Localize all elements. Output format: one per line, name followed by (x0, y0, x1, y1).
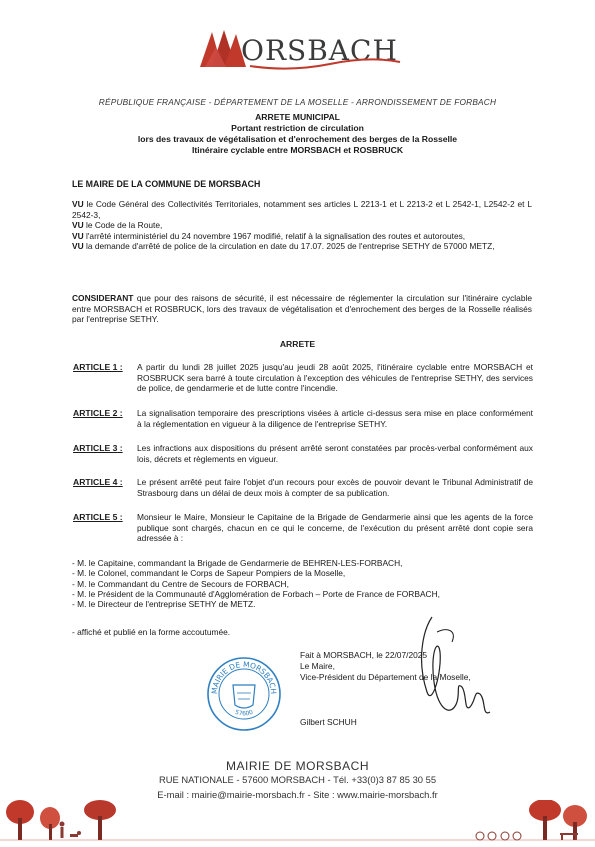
article-5-text: Monsieur le Maire, Monsieur le Capitaine de la Brigade de Gendarmerie ainsi que les agents de la force publique sont chargés, chacun en ce qui le concerne, de l'exécution du présent arrêté dont copie sera adressée à : (137, 512, 533, 543)
list-item: - M. le Président de la Communauté d'Agglomération de Forbach – Porte de France de FORBACH, (72, 588, 440, 599)
recipient-list (72, 558, 440, 609)
cyclist-icon (476, 832, 521, 840)
signature-place-date: Fait à MORSBACH, le 22/07/2025 (300, 650, 428, 660)
list-item: - M. le Colonel, commandant le Corps de Sapeur Pompiers de la Moselle, (72, 568, 346, 579)
dog-icon (70, 831, 81, 837)
list-item: - M. le Directeur de l'entreprise SETHY de METZ. (72, 599, 256, 610)
considerant-paragraph: CONSIDERANT que pour des raisons de sécurité, il est nécessaire de réglementer la circulation sur l'itinéraire cyclable entre MORSBACH et ROSBRUCK, lors des travaux de végétalisation et d'enrochement des berges de la Rosselle réalisés par l'entreprise SETHY. (72, 293, 532, 324)
municipal-logo (0, 22, 595, 72)
signatory-name: Gilbert SCHUH (300, 717, 357, 727)
article-3-text: Les infractions aux dispositions du présent arrêté seront constatées par procès-verbal conformément aux lois, décrets et règlements en vigueur. (137, 443, 533, 464)
coat-of-arms-icon (233, 685, 255, 708)
affiche-note: - affiché et publié en la forme accoutumée. (72, 627, 231, 637)
footer-illustration (0, 800, 595, 842)
article-3-label: ARTICLE 3 : (73, 443, 123, 453)
tree-icon (6, 800, 34, 840)
tree-icon (40, 807, 60, 840)
logo-wave-icon (0, 22, 595, 72)
tree-icon (84, 800, 116, 840)
tree-icon (529, 800, 561, 840)
vu-item: VU l'arrêté interministériel du 24 novembre 1967 modifié, relatif à la signalisation des routes et autoroutes, (72, 230, 466, 241)
svg-text:57600 (234, 709, 254, 718)
document-subtitle-3: Itinéraire cyclable entre MORSBACH et ROSBRUCK (191, 145, 404, 155)
vu-item: VU le Code Général des Collectivités Territoriales, notamment ses articles L 2213-1 et L 2213-2 et L 2542-1, L2542-2 et L 2542-3, (72, 199, 532, 220)
vu-block (72, 199, 532, 252)
signature-role: Le Maire, (300, 661, 335, 671)
footer-contact: E-mail : mairie@mairie-morsbach.fr - Site : www.mairie-morsbach.fr (157, 789, 438, 800)
article-4-text: Le présent arrêté peut faire l'objet d'un recours pour excès de pouvoir devant le Tribunal Administratif de Strasbourg dans un délai de deux mois à compter de sa publication. (137, 477, 533, 498)
list-item: - M. le Commandant du Centre de Secours de FORBACH, (72, 578, 289, 589)
article-4-label: ARTICLE 4 : (73, 477, 123, 487)
official-stamp (205, 655, 283, 733)
article-5-label: ARTICLE 5 : (73, 512, 123, 522)
vu-item: VU le Code de la Route, (72, 220, 163, 230)
article-2-label: ARTICLE 2 : (73, 408, 123, 418)
article-1-label: ARTICLE 1 : (73, 362, 123, 372)
signature-role-2: Vice-Président du Département de la Moselle, (300, 672, 471, 682)
stamp-bottom-text: 57600 (233, 708, 255, 718)
article-2-text: La signalisation temporaire des prescriptions visées à article ci-dessus sera mise en place conformément à la réglementation en vigueur à la diligence de l'entreprise SETHY. (137, 408, 533, 429)
bench-icon (560, 833, 578, 840)
footer-title: MAIRIE DE MORSBACH (225, 759, 369, 773)
handwritten-signature (412, 612, 502, 732)
stamp-top-text: MAIRIE DE MORSBACH (209, 659, 279, 695)
vu-item: VU la demande d'arrêté de police de la circulation en date du 17.07. 2025 de l'entreprise SETHY de 57000 METZ, (72, 241, 495, 251)
footer-address: RUE NATIONALE - 57600 MORSBACH - Tél. +33(0)3 87 85 30 55 (158, 774, 437, 785)
header-subline: RÉPUBLIQUE FRANÇAISE - DÉPARTEMENT DE LA MOSELLE - ARRONDISSEMENT DE FORBACH (98, 97, 497, 107)
maire-heading: LE MAIRE DE LA COMMUNE DE MORSBACH (72, 179, 261, 189)
document-title: ARRETE MUNICIPAL (255, 112, 340, 122)
document-subtitle: Portant restriction de circulation (231, 123, 364, 133)
list-item: - M. le Capitaine, commandant la Brigade de Gendarmerie de BEHREN-LES-FORBACH, (72, 558, 403, 568)
walker-icon (60, 822, 65, 839)
article-1-text: A partir du lundi 28 juillet 2025 jusqu'au jeudi 28 août 2025, l'itinéraire cyclable entre MORSBACH et ROSBRUCK sera barré à toute circulation à l'exception des véhicules de l'entreprise SETHY, des services de police, de gendarmerie et de lutte contre l'incendie. (137, 362, 533, 393)
logo-text: ORSBACH (241, 34, 398, 67)
svg-text:MAIRIE DE MORSBACH (210, 660, 278, 695)
document-subtitle-2: lors des travaux de végétalisation et d'enrochement des berges de la Rosselle (137, 134, 458, 144)
arrete-heading: ARRETE (279, 339, 316, 349)
